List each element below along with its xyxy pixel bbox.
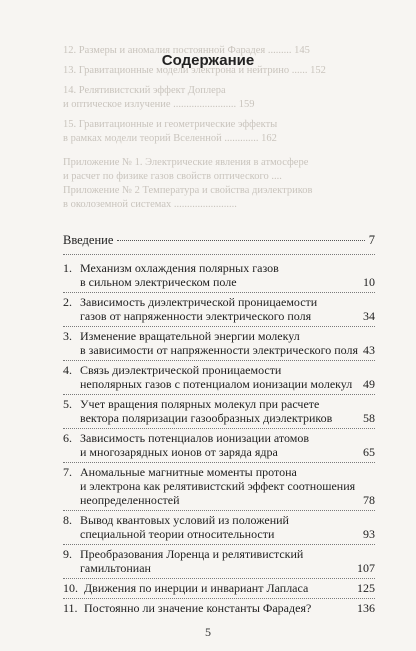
- entry-line: гамильтониан: [80, 561, 151, 575]
- toc-entry-7[interactable]: [63, 465, 375, 507]
- entry-number: 7.: [63, 465, 72, 479]
- page-number: 5: [205, 625, 211, 639]
- entry-number: 1.: [63, 261, 72, 275]
- entry-line: неопределенностей: [80, 493, 180, 507]
- toc-entry-4[interactable]: [63, 363, 375, 391]
- entry-line: Движения по инерции и инвариант Лапласа: [84, 581, 309, 595]
- entry-line: Учет вращения полярных молекул при расчете: [80, 397, 320, 411]
- entry-line: газов от напряженности электрического поля: [80, 309, 312, 323]
- divider: [63, 578, 375, 579]
- divider: [63, 510, 375, 511]
- ghost-line: Приложение № 1. Электрические явления в атмосфере: [63, 157, 309, 168]
- entry-page: 107: [357, 561, 375, 575]
- entry-line: специальной теории относительности: [80, 527, 275, 541]
- entry-line: Постоянно ли значение константы Фарадея?: [84, 601, 312, 615]
- entry-number: 10.: [63, 581, 78, 595]
- entry-line: и электрона как релятивистский эффект соотношения: [80, 479, 356, 493]
- divider: [63, 544, 375, 545]
- toc-entry-9[interactable]: [63, 547, 375, 575]
- intro-label: Введение: [63, 233, 114, 247]
- divider: [63, 326, 375, 327]
- entry-page: 49: [363, 377, 375, 391]
- divider: [63, 292, 375, 293]
- entry-line: неполярных газов с потенциалом ионизации молекул: [80, 377, 353, 391]
- toc-entry-2[interactable]: [63, 295, 375, 323]
- entry-page: 125: [357, 581, 375, 595]
- ghost-line: в околоземной системах ........................: [63, 199, 237, 210]
- ghost-line: 12. Размеры и аномалия постоянной Фарадея ......... 145: [63, 45, 310, 56]
- entry-line: Вывод квантовых условий из положений: [80, 513, 289, 527]
- entry-line: Зависимость диэлектрической проницаемости: [80, 295, 318, 309]
- ghost-line: 13. Гравитационные модели электрона и нейтрино ...... 152: [63, 65, 326, 76]
- entry-number: 8.: [63, 513, 72, 527]
- entry-page: 58: [363, 411, 375, 425]
- entry-number: 9.: [63, 547, 72, 561]
- entry-page: 65: [363, 445, 375, 459]
- ghost-line: 15. Гравитационные и геометрические эффекты: [63, 119, 278, 130]
- entry-line: в сильном электрическом поле: [80, 275, 237, 289]
- ghost-line: и оптическое излучение ........................ 159: [63, 99, 255, 110]
- ghost-line: Приложение № 2 Температура и свойства диэлектриков: [63, 185, 313, 196]
- entry-number: 6.: [63, 431, 72, 445]
- divider: [63, 360, 375, 361]
- entry-number: 4.: [63, 363, 72, 377]
- dot-leader: [117, 240, 364, 241]
- entry-line: Изменение вращательной энергии молекул: [80, 329, 300, 343]
- bleed-through-text: [0, 0, 416, 210]
- toc-entry-1[interactable]: [63, 261, 375, 289]
- divider: [63, 394, 375, 395]
- toc-intro[interactable]: [63, 233, 375, 248]
- entry-page: 10: [363, 275, 375, 289]
- divider: [63, 428, 375, 429]
- toc-entry-5[interactable]: [63, 397, 375, 425]
- toc-entry-6[interactable]: [63, 431, 375, 459]
- entry-number: 11.: [63, 601, 78, 615]
- ghost-line: 14. Релятивистский эффект Доплера: [63, 85, 226, 96]
- entry-page: 43: [363, 343, 375, 357]
- entry-page: 78: [363, 493, 375, 507]
- toc-entry-11[interactable]: [63, 601, 375, 615]
- divider: [63, 462, 375, 463]
- entry-number: 5.: [63, 397, 72, 411]
- toc-title: Содержание: [161, 52, 255, 69]
- divider: [63, 254, 375, 255]
- toc-entry-3[interactable]: [63, 329, 375, 357]
- entry-page: 34: [363, 309, 375, 323]
- ghost-line: и расчет по физике газов свойств оптического ....: [63, 171, 282, 182]
- toc-entry-10[interactable]: [63, 581, 375, 595]
- entry-number: 2.: [63, 295, 72, 309]
- entry-page: 136: [357, 601, 375, 615]
- intro-page: 7: [368, 233, 375, 247]
- entry-line: Механизм охлаждения полярных газов: [80, 261, 279, 275]
- entry-number: 3.: [63, 329, 72, 343]
- entry-line: Аномальные магнитные моменты протона: [80, 465, 297, 479]
- entry-line: вектора поляризации газообразных диэлектриков: [80, 411, 333, 425]
- entry-page: 93: [363, 527, 375, 541]
- entry-line: Преобразования Лоренца и релятивистский: [80, 547, 304, 561]
- toc-entry-8[interactable]: [63, 513, 375, 541]
- divider: [63, 598, 375, 599]
- entry-line: в зависимости от напряженности электрического поля: [80, 343, 358, 357]
- entry-line: Связь диэлектрической проницаемости: [80, 363, 282, 377]
- entry-line: и многозарядных ионов от заряда ядра: [80, 445, 278, 459]
- ghost-line: в рамках модели теорий Вселенной ............. 162: [63, 133, 277, 144]
- entry-line: Зависимость потенциалов ионизации атомов: [80, 431, 310, 445]
